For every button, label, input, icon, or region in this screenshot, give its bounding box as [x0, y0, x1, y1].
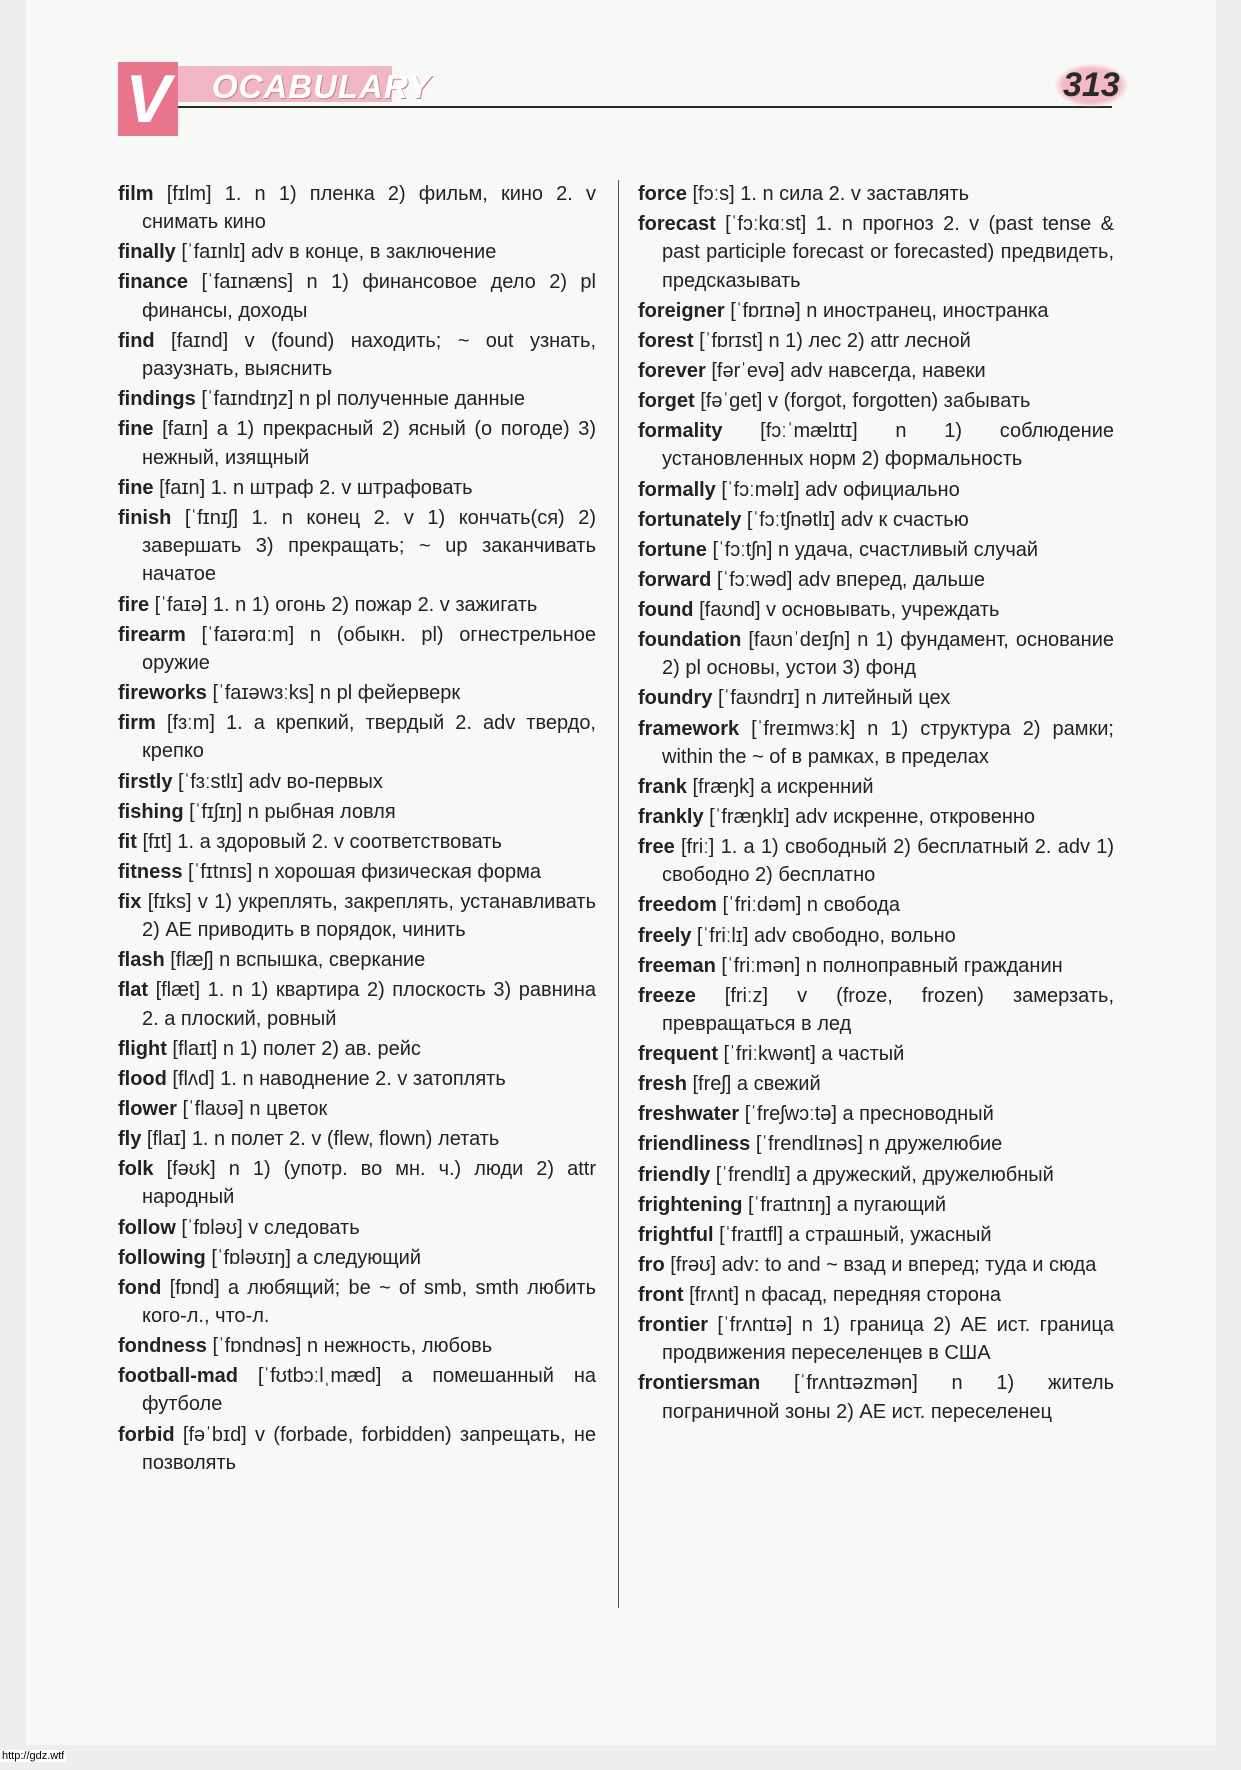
dictionary-entry — [638, 536, 1114, 564]
entry-definition: [fəˈbɪd] v (forbade, forbidden) запрещать, не позволять — [142, 1423, 596, 1474]
entry-headword: firearm — [118, 623, 186, 646]
entry-definition: [ˈfrʌntɪə] n 1) граница 2) AE ист. граница продвижения переселенцев в США — [662, 1313, 1114, 1365]
dictionary-entry — [638, 922, 1114, 950]
entry-definition: [ˈfɪnɪʃ] 1. n конец 2. v 1) кончать(ся) 2) завершать 3) прекращать; ~ up заканчивать начатое — [142, 506, 596, 586]
entry-definition: [ˈfreʃwɔːtə] a пресноводный — [739, 1103, 994, 1126]
entry-headword: friendliness — [638, 1133, 751, 1156]
dictionary-entry — [638, 297, 1114, 325]
entry-headword: follow — [118, 1216, 176, 1239]
entry-definition: [ˈfɒrɪnə] n иностранец, иностранка — [724, 299, 1049, 322]
entry-headword: fitness — [118, 860, 183, 883]
entry-definition: [ˈfɔːkɑːst] 1. n прогноз 2. v (past tense & past participle forecast or forecasted) предвидеть, предсказывать — [662, 213, 1114, 292]
dictionary-entry — [118, 1274, 596, 1331]
entry-headword: fit — [118, 830, 137, 853]
dictionary-entry — [118, 238, 596, 266]
entry-headword: finish — [118, 506, 172, 529]
entry-headword: film — [118, 183, 154, 205]
dictionary-entry — [638, 1281, 1114, 1309]
dictionary-entry — [118, 798, 596, 826]
entry-headword: foundry — [638, 687, 713, 710]
entry-definition: [ˈfʊtbɔːlˌmæd] a помешанный на футболе — [142, 1365, 596, 1416]
dictionary-entry — [638, 982, 1114, 1039]
entry-definition: [fɪks] v 1) укреплять, закреплять, устанавливать 2) AE приводить в порядок, чинить — [141, 890, 596, 942]
entry-headword: freely — [638, 924, 692, 947]
entry-definition: [fɪlm] 1. n 1) пленка 2) фильм, кино 2. v снимать кино — [142, 183, 596, 234]
entry-headword: fly — [118, 1128, 142, 1151]
dictionary-entry — [118, 946, 596, 974]
dictionary-entry — [638, 1311, 1114, 1368]
entry-headword: frontier — [638, 1313, 708, 1336]
dictionary-entry — [638, 1369, 1114, 1426]
entry-definition: [ˈfriːkwənt] a частый — [718, 1043, 905, 1066]
entry-headword: formally — [638, 478, 716, 501]
entry-definition: [friːz] v (froze, frozen) замерзать, превращаться в лед — [662, 984, 1114, 1036]
dictionary-entry — [638, 566, 1114, 594]
dictionary-entry — [638, 210, 1114, 295]
dictionary-entry — [638, 1130, 1114, 1158]
entry-definition: [ˈfriːmən] n полноправный гражданин — [715, 954, 1063, 977]
entry-headword: fire — [118, 593, 150, 616]
dictionary-entry — [638, 357, 1114, 385]
entry-definition: [faɪnd] v (found) находить; ~ out узнать, разузнать, выяснить — [142, 329, 596, 381]
entry-definition: [fəʊk] n 1) (употр. во мн. ч.) люди 2) attr народный — [142, 1158, 596, 1209]
entry-headword: fortunately — [638, 508, 742, 531]
dictionary-entry — [638, 803, 1114, 831]
dictionary-entry — [638, 476, 1114, 504]
dictionary-entry — [638, 1070, 1114, 1098]
entry-headword: frightful — [638, 1223, 714, 1246]
dictionary-entry — [638, 506, 1114, 534]
entry-headword: finance — [118, 271, 189, 294]
dictionary-entry — [638, 626, 1114, 683]
page-number: 313 — [1055, 64, 1128, 107]
entry-definition: [ˈfaɪərɑːm] n (обыкн. pl) огнестрельное оружие — [142, 623, 596, 674]
dictionary-entry — [118, 1125, 596, 1153]
dictionary-entry — [118, 504, 596, 589]
dictionary-entry — [638, 833, 1114, 890]
right-column — [638, 180, 1114, 1428]
entry-headword: findings — [118, 388, 196, 411]
entry-definition: [fɒnd] a любящий; be ~ of smb, smth любить кого-л., что-л. — [142, 1276, 596, 1327]
dictionary-entry — [118, 268, 596, 325]
entry-headword: foreigner — [638, 299, 725, 322]
entry-headword: freedom — [638, 894, 717, 917]
entry-definition: [frʌnt] n фасад, передняя сторона — [683, 1283, 1001, 1306]
dictionary-entry — [638, 1161, 1114, 1189]
entry-headword: fireworks — [118, 682, 207, 705]
entry-headword: flower — [118, 1097, 177, 1120]
entry-definition: [faɪn] 1. n штраф 2. v штрафовать — [153, 476, 473, 499]
dictionary-entry — [118, 1244, 596, 1272]
entry-definition: [ˈfræŋklɪ] adv искренне, откровенно — [703, 805, 1036, 828]
entry-headword: forbid — [118, 1423, 175, 1446]
entry-headword: found — [638, 598, 694, 621]
dictionary-entry — [118, 474, 596, 502]
dictionary-entry — [118, 1035, 596, 1063]
entry-definition: [flʌd] 1. n наводнение 2. v затоплять — [166, 1067, 506, 1090]
entry-headword: flat — [118, 979, 148, 1002]
entry-definition: [faʊnˈdeɪʃn] n 1) фундамент, основание 2) pl основы, устои 3) фонд — [662, 629, 1114, 680]
entry-headword: fix — [118, 890, 142, 913]
dictionary-entry — [638, 891, 1114, 919]
entry-definition: [fɪt] 1. a здоровый 2. v соответствовать — [136, 830, 502, 853]
dictionary-entry — [638, 596, 1114, 624]
entry-headword: fishing — [118, 800, 184, 823]
entry-definition: [ˈfɒrɪst] n 1) лес 2) attr лесной — [693, 329, 971, 352]
dictionary-entry — [118, 709, 596, 766]
entry-definition: [ˈfaɪnæns] n 1) финансовое дело 2) pl финансы, доходы — [142, 271, 596, 322]
entry-headword: frankly — [638, 805, 704, 828]
entry-definition: [fɔːs] 1. n сила 2. v заставлять — [686, 183, 970, 205]
entry-definition: [ˈfrendlɪ] a дружеский, дружелюбный — [710, 1163, 1054, 1186]
dictionary-entry — [638, 1191, 1114, 1219]
entry-definition: [flæʃ] n вспышка, сверкание — [164, 949, 426, 972]
entry-headword: freeze — [638, 984, 696, 1007]
entry-headword: foundation — [638, 629, 742, 652]
dictionary-entry — [118, 768, 596, 796]
dictionary-entry — [638, 684, 1114, 712]
entry-definition: [ˈfrʌntɪəzmən] n 1) житель пограничной зоны 2) AE ист. переселенец — [662, 1372, 1114, 1423]
entry-definition: [freʃ] a свежий — [686, 1073, 821, 1096]
entry-headword: friendly — [638, 1163, 711, 1186]
dictionary-entry — [118, 180, 596, 237]
dictionary-entry — [118, 327, 596, 384]
dictionary-entry — [638, 327, 1114, 355]
entry-definition: [ˈfɔːwəd] adv вперед, дальше — [711, 568, 986, 591]
entry-definition: [flæt] 1. n 1) квартира 2) плоскость 3) равнина 2. a плоский, ровный — [142, 979, 596, 1030]
entry-definition: [ˈfaɪəwɜːks] n pl фейерверк — [206, 682, 461, 705]
column-divider — [618, 180, 619, 1608]
dictionary-entry — [118, 1332, 596, 1360]
dictionary-entry — [118, 621, 596, 678]
dictionary-entry — [118, 888, 596, 945]
entry-definition: [fəˈget] v (forgot, forgotten) забывать — [694, 390, 1031, 413]
entry-definition: [ˈfaɪnlɪ] adv в конце, в заключение — [175, 241, 497, 264]
entry-headword: fond — [118, 1276, 162, 1299]
entry-definition: [ˈfaɪndɪŋz] n pl полученные данные — [195, 388, 525, 411]
entry-definition: [ˈfraɪtnɪŋ] a пугающий — [742, 1193, 946, 1216]
entry-headword: fine — [118, 418, 154, 441]
entry-definition: [fərˈevə] adv навсегда, навеки — [705, 359, 986, 382]
entry-headword: flash — [118, 949, 165, 972]
entry-headword: front — [638, 1283, 684, 1306]
entry-definition: [ˈfraɪtfl] a страшный, ужасный — [713, 1223, 992, 1246]
entry-definition: [ˈfɒləʊɪŋ] a следующий — [205, 1246, 422, 1269]
entry-definition: [ˈfaʊndrɪ] n литейный цех — [712, 687, 951, 710]
dictionary-entry — [118, 1155, 596, 1212]
dictionary-entry — [118, 1214, 596, 1242]
entry-headword: fresh — [638, 1073, 687, 1096]
entry-definition: [ˈfɔːməlɪ] adv официально — [715, 478, 960, 501]
entry-headword: forecast — [638, 213, 716, 236]
entry-headword: frontiersman — [638, 1372, 761, 1395]
entry-definition: [ˈfɪtnɪs] n хорошая физическая форма — [182, 860, 541, 883]
entry-headword: forget — [638, 390, 695, 413]
dictionary-entry — [638, 417, 1114, 474]
entry-headword: forward — [638, 568, 712, 591]
entry-definition: [faɪn] a 1) прекрасный 2) ясный (о погоде) 3) нежный, изящный — [142, 418, 596, 469]
entry-definition: [frəʊ] adv: to and ~ взад и вперед; туда и сюда — [664, 1253, 1097, 1276]
entry-headword: flight — [118, 1037, 167, 1060]
entry-headword: finally — [118, 241, 176, 264]
footer-url[interactable]: http://gdz.wtf — [2, 1750, 65, 1762]
entry-definition: [fɔːˈmælɪtɪ] n 1) соблюдение установленных норм 2) формальность — [662, 420, 1114, 471]
entry-definition: [faʊnd] v основывать, учреждать — [693, 598, 1000, 621]
dictionary-entry — [638, 715, 1114, 772]
logo-word: OCABULARY — [212, 68, 432, 105]
entry-definition: [flaɪ] 1. n полет 2. v (flew, flown) летать — [141, 1128, 500, 1151]
dictionary-entry — [118, 1421, 596, 1478]
header-rule — [178, 106, 1112, 108]
entry-headword: find — [118, 329, 155, 352]
entry-definition: [ˈfɜːstlɪ] adv во-первых — [172, 770, 383, 793]
entry-headword: following — [118, 1246, 206, 1269]
entry-headword: fondness — [118, 1335, 207, 1358]
entry-definition: [ˈfriːlɪ] adv свободно, вольно — [691, 924, 956, 947]
entry-definition: [flaɪt] n 1) полет 2) ав. рейс — [166, 1037, 421, 1060]
entry-definition: [ˈflaʊə] n цветок — [176, 1097, 328, 1120]
entry-headword: fortune — [638, 538, 707, 561]
entry-headword: firm — [118, 712, 156, 735]
entry-headword: framework — [638, 717, 740, 740]
entry-headword: flood — [118, 1067, 167, 1090]
vocabulary-logo — [118, 61, 432, 137]
entry-headword: forest — [638, 329, 694, 352]
entry-headword: freshwater — [638, 1103, 740, 1126]
dictionary-entry — [638, 773, 1114, 801]
entry-headword: forever — [638, 359, 706, 382]
entry-headword: frightening — [638, 1193, 743, 1216]
entry-headword: fro — [638, 1253, 665, 1276]
logo-band — [158, 66, 432, 105]
dictionary-entry — [118, 679, 596, 707]
logo-letter: V — [118, 62, 178, 136]
entry-definition: [ˈfɒləʊ] v следовать — [175, 1216, 360, 1239]
dictionary-entry — [638, 1040, 1114, 1068]
entry-headword: frank — [638, 775, 687, 798]
entry-definition: [fræŋk] a искренний — [686, 775, 874, 798]
entry-headword: fine — [118, 476, 154, 499]
dictionary-entry — [638, 1251, 1114, 1279]
entry-headword: free — [638, 836, 675, 859]
dictionary-entry — [118, 828, 596, 856]
left-column — [118, 180, 596, 1479]
entry-definition: [ˈfɔːtʃnətlɪ] adv к счастью — [741, 508, 969, 531]
dictionary-entry — [638, 387, 1114, 415]
dictionary-entry — [118, 1362, 596, 1419]
dictionary-entry — [118, 1065, 596, 1093]
dictionary-entry — [638, 1100, 1114, 1128]
dictionary-entry — [118, 385, 596, 413]
entry-headword: frequent — [638, 1043, 718, 1066]
entry-headword: force — [638, 183, 687, 205]
dictionary-entry — [118, 1095, 596, 1123]
dictionary-entry — [638, 180, 1114, 208]
entry-definition: [ˈfɔːtʃn] n удача, счастливый случай — [706, 538, 1039, 561]
entry-definition: [fɜːm] 1. a крепкий, твердый 2. adv твердо, крепко — [142, 712, 596, 763]
dictionary-entry — [638, 952, 1114, 980]
dictionary-entry — [118, 976, 596, 1033]
entry-definition: [friː] 1. a 1) свободный 2) бесплатный 2. adv 1) свободно 2) бесплатно — [662, 836, 1114, 887]
dictionary-entry — [118, 415, 596, 472]
entry-headword: folk — [118, 1158, 154, 1181]
entry-definition: [ˈfɒndnəs] n нежность, любовь — [206, 1335, 493, 1358]
entry-definition: [ˈfaɪə] 1. n 1) огонь 2) пожар 2. v зажигать — [149, 593, 538, 616]
entry-headword: freeman — [638, 954, 716, 977]
dictionary-entry — [118, 591, 596, 619]
dictionary-entry — [118, 858, 596, 886]
dictionary-entry — [638, 1221, 1114, 1249]
entry-headword: football-mad — [118, 1365, 238, 1388]
entry-definition: [ˈfrendlɪnəs] n дружелюбие — [750, 1133, 1003, 1156]
entry-definition: [ˈfriːdəm] n свобода — [716, 894, 901, 917]
entry-headword: firstly — [118, 770, 173, 793]
entry-headword: formality — [638, 420, 723, 443]
entry-definition: [ˈfreɪmwɜːk] n 1) структура 2) рамки; within the ~ of в рамках, в пределах — [662, 717, 1114, 768]
entry-definition: [ˈfɪʃɪŋ] n рыбная ловля — [183, 800, 396, 823]
